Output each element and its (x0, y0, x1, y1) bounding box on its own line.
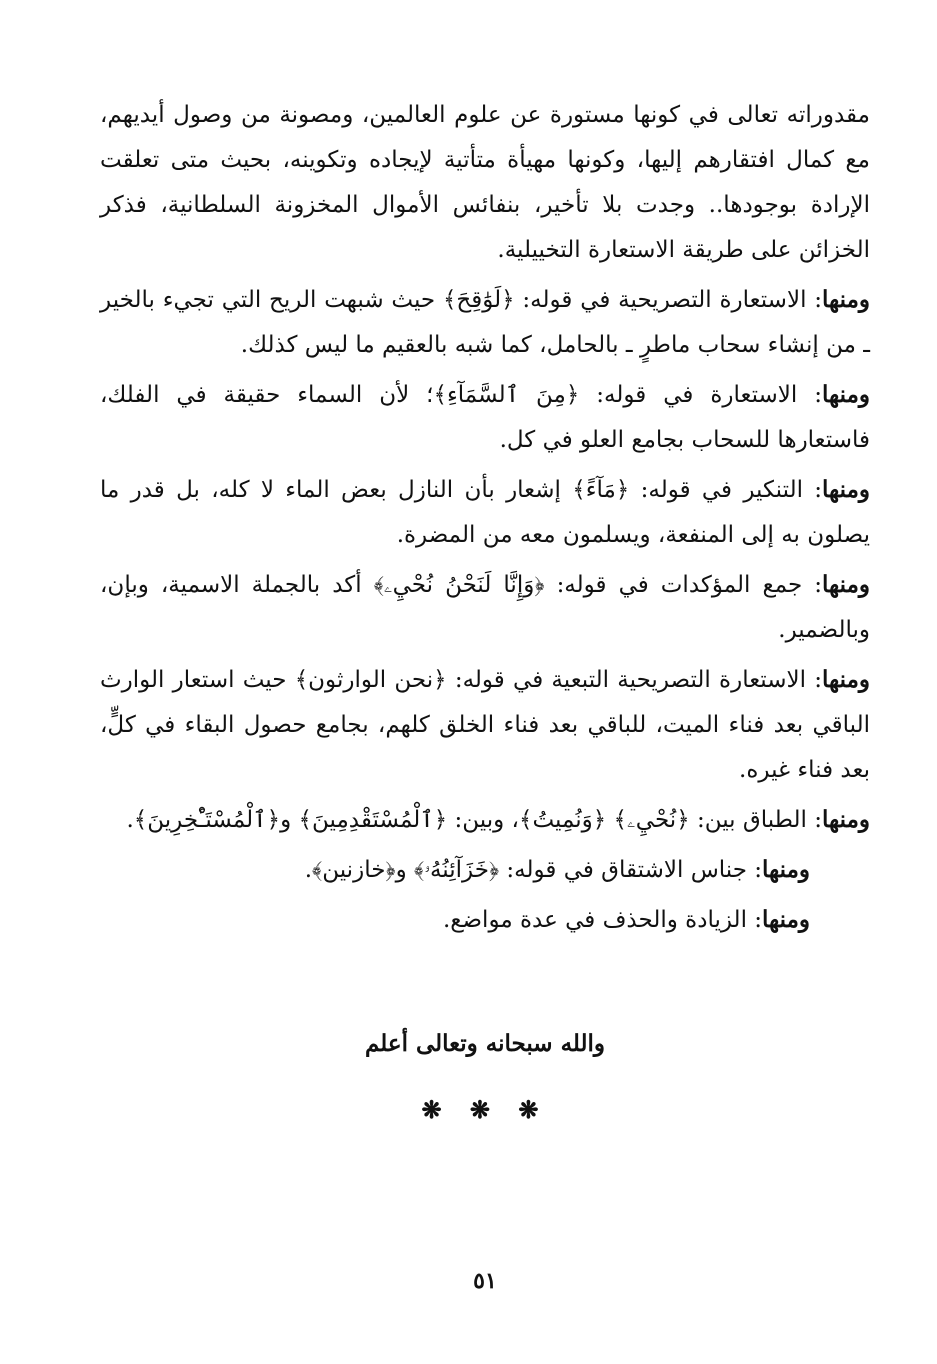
paragraph-2 (100, 277, 870, 368)
paragraph-text: : الاستعارة التصريحية التبعية في قوله: ﴿نحن الوارثون﴾ حيث استعار الوارث الباقي بعد فناء الميت، للباقي بعد فناء الخلق كلهم، بجامع حصول البقاء في كلٍّ، بعد فناء غيره. (100, 667, 870, 783)
paragraph-5 (100, 562, 870, 653)
paragraph-text: : جناس الاشتقاق في قوله: ﴿خَزَآئِنُهُۥ﴾ و﴿خازنين﴾. (304, 857, 763, 883)
paragraph-1 (100, 92, 870, 273)
paragraph-4 (100, 467, 870, 558)
paragraph-3 (100, 372, 870, 463)
paragraph-lead: ومنها (822, 381, 870, 408)
paragraph-lead: ومنها (822, 571, 870, 598)
page-number: ٥١ (473, 1268, 497, 1294)
paragraph-lead: ومنها (822, 666, 870, 693)
paragraph-text: : الاستعارة في قوله: ﴿مِنَ ٱلسَّمَآءِ﴾؛ لأن السماء حقيقة في الفلك، فاستعارها للسحاب بجامع العلو في كل. (100, 382, 870, 453)
paragraph-lead: ومنها (822, 286, 870, 313)
section-separator: ❋ ❋ ❋ (421, 1095, 549, 1124)
paragraph-lead: ومنها (822, 806, 870, 833)
paragraph-7 (100, 797, 870, 843)
paragraph-lead: ومنها (762, 906, 810, 933)
paragraph-text: : الطباق بين: ﴿نُحْيِۦ﴾ ﴿وَنُمِيتُ﴾، وبين: ﴿ٱلْمُسْتَقْدِمِينَ﴾ و﴿ٱلْمُسْتَـْٔخِرِينَ﴾. (126, 807, 823, 833)
paragraph-text: : جمع المؤكدات في قوله: ﴿وَإِنَّا لَنَحْنُ نُحْيِۦ﴾ أكد بالجملة الاسمية، وبإن، وبالضمير. (100, 572, 870, 643)
paragraph-text: مقدوراته تعالى في كونها مستورة عن علوم العالمين، ومصونة من وصول أيديهم، مع كمال افتقارهم إليها، وكونها مهيأة متأتية لإيجاده وتكوينه، بحيث متى تعلقت الإرادة بوجودها.. وجدت بلا تأخير، بنفائس الأموال المخزونة السلطانية، فذكر الخزائن على طريقة الاستعارة التخييلية. (100, 102, 870, 263)
closing-phrase: والله سبحانه وتعالى أعلم (364, 1030, 606, 1057)
paragraph-text: : الاستعارة التصريحية في قوله: ﴿لَوَٰقِحَ﴾ حيث شبهت الريح التي تجيء بالخير ـ من إنشاء سحاب ماطرٍ ـ بالحامل، كما شبه بالعقيم ما ليس كذلك. (100, 287, 870, 358)
page-body (100, 92, 870, 947)
paragraph-text: : التنكير في قوله: ﴿مَآءً﴾ إشعار بأن النازل بعض الماء لا كله، بل قدر ما يصلون به إلى المنفعة، ويسلمون معه من المضرة. (100, 477, 870, 548)
paragraph-9 (100, 897, 870, 943)
paragraph-8 (100, 847, 870, 893)
paragraph-lead: ومنها (762, 856, 810, 883)
paragraph-text: : الزيادة والحذف في عدة مواضع. (442, 907, 763, 933)
paragraph-6 (100, 657, 870, 793)
paragraph-lead: ومنها (822, 476, 870, 503)
